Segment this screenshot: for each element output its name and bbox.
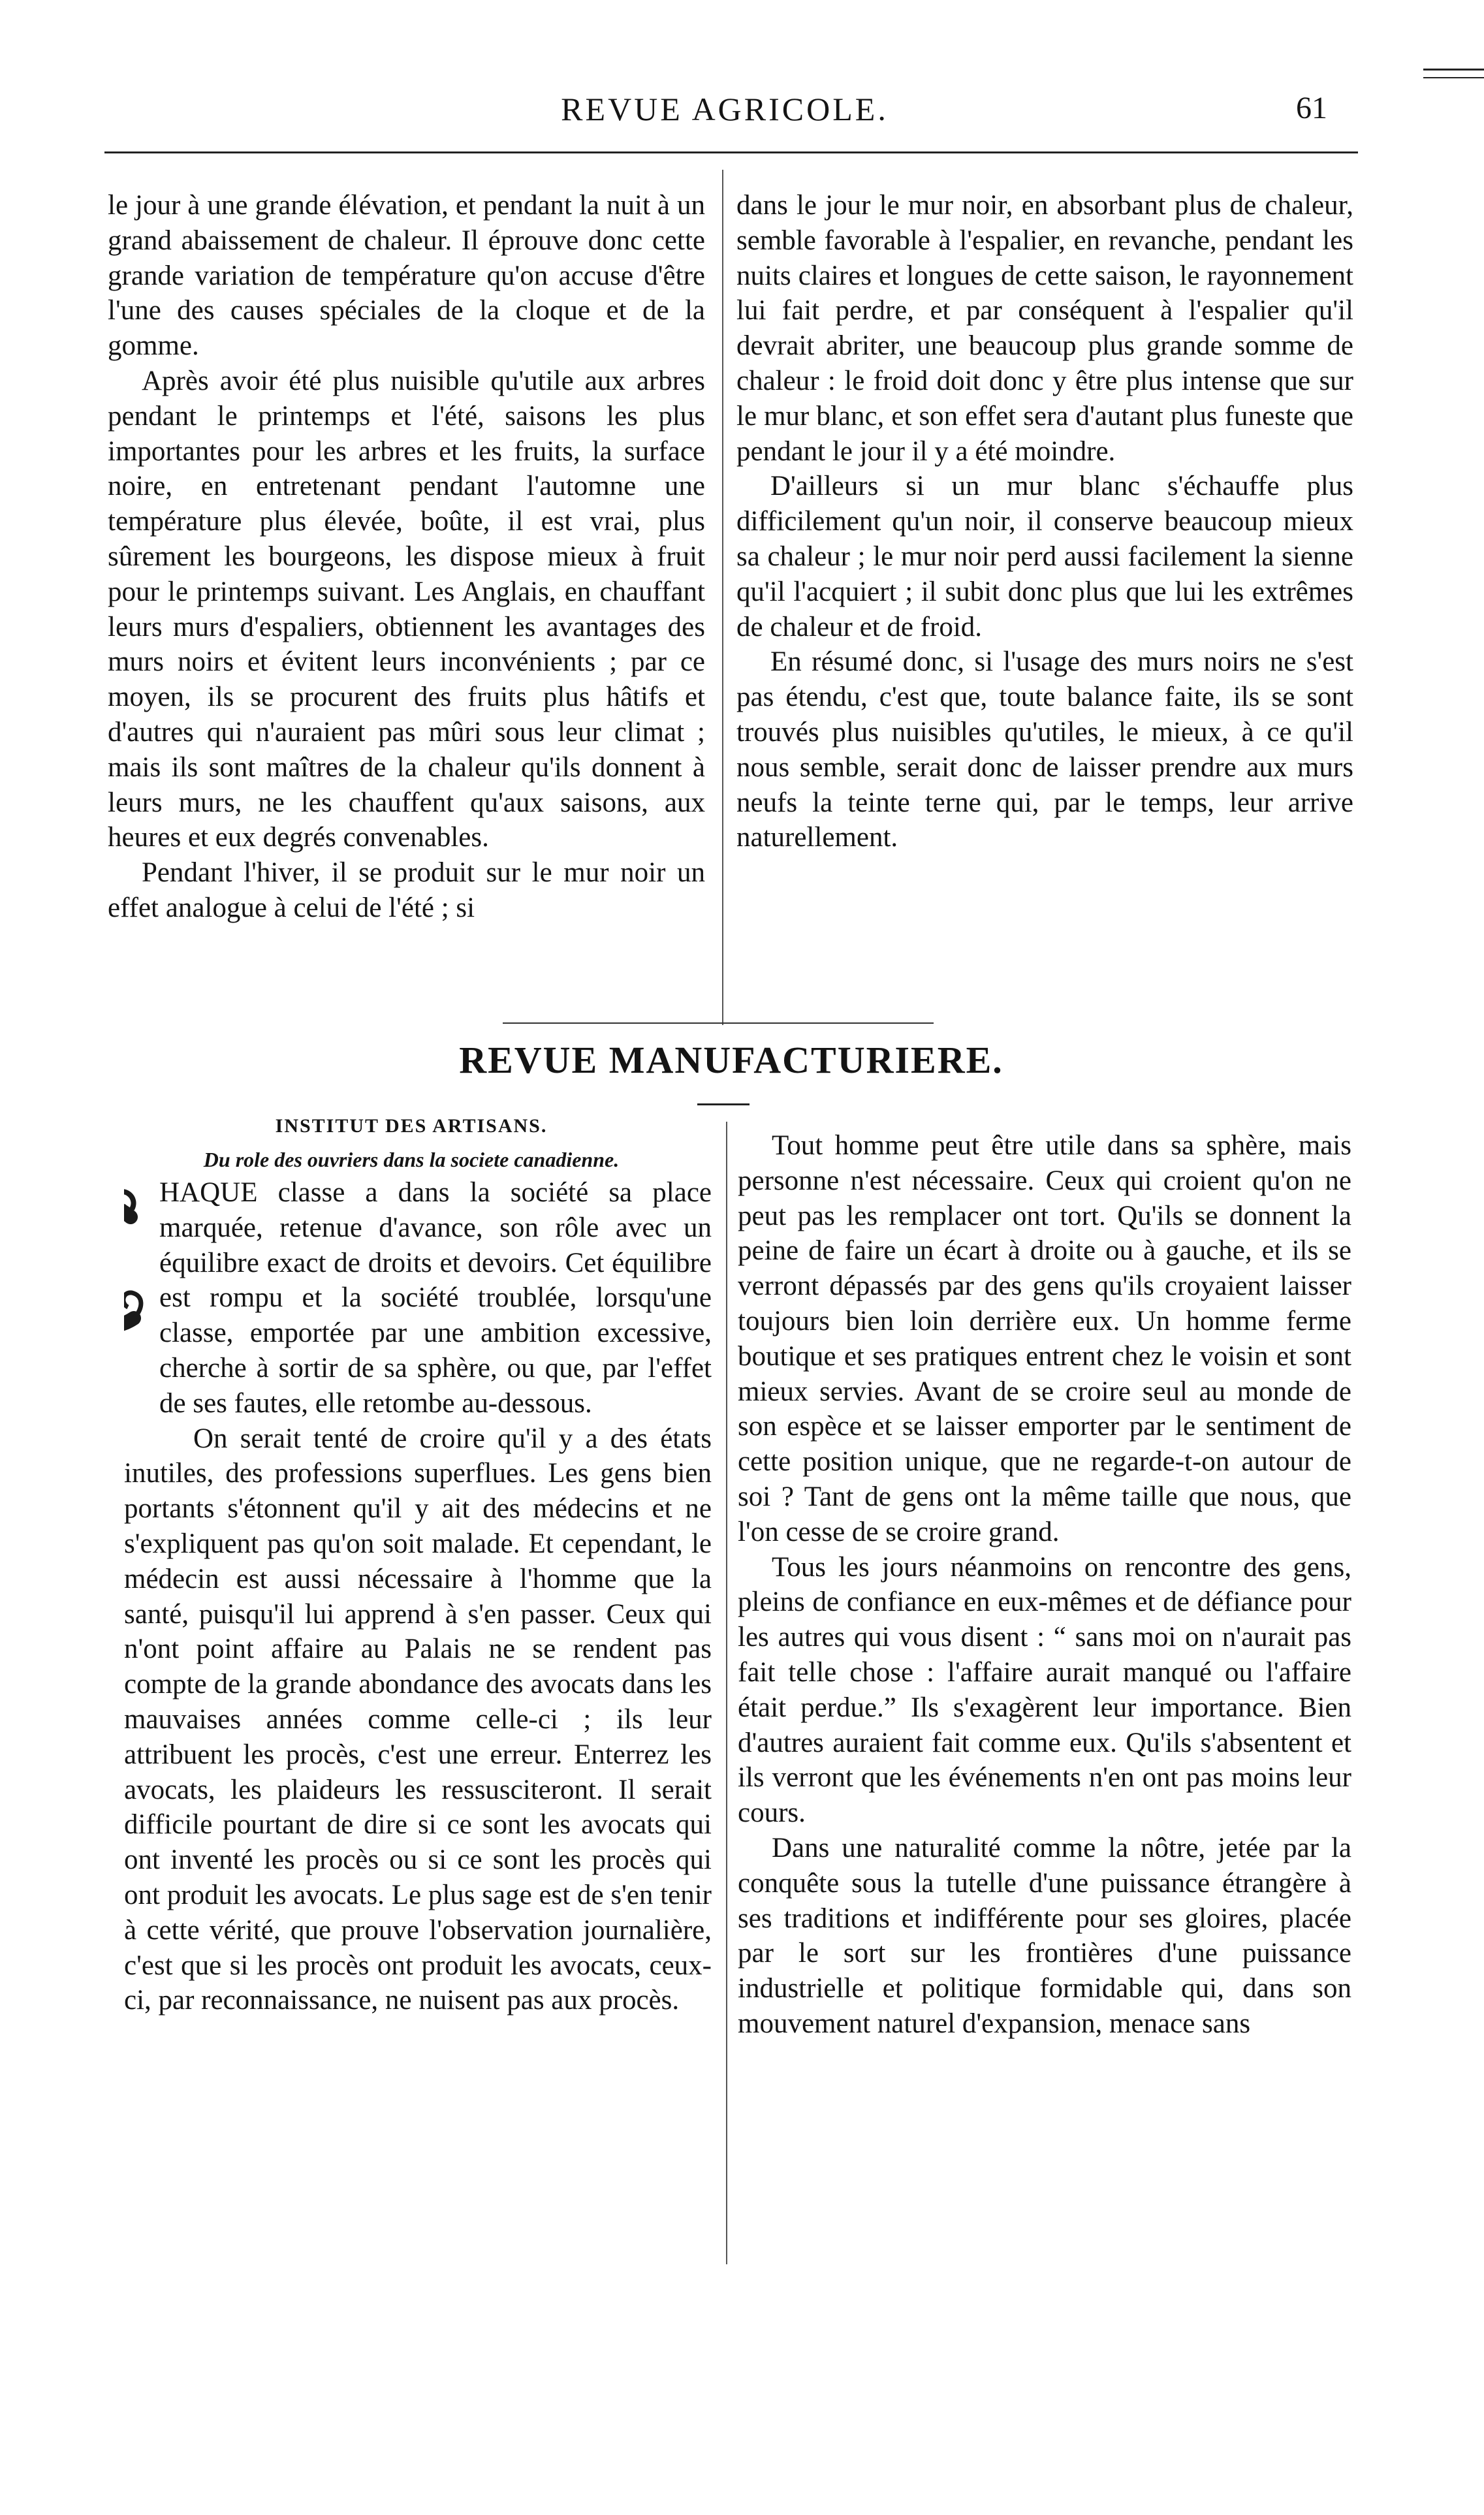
ornamental-drop-cap-c <box>124 1178 150 1436</box>
upper-left-column <box>108 188 705 1017</box>
lower-right-column <box>738 1128 1351 2264</box>
section-rule <box>503 1022 934 1024</box>
paragraph: En résumé donc, si l'usage des murs noirs ne s'est pas étendu, c'est que, toute balance faite, ils se sont trouvés plus nuisibles qu'utiles, le mieux, à ce qu'il nous semble, serait donc de laisser prendre aux murs neufs la teinte terne qui, par le temps, leur arrive naturellement. <box>736 646 1353 853</box>
paragraph: dans le jour le mur noir, en absorbant plus de chaleur, semble favorable à l'espalier, en revanche, pendant les nuits claires et longues de cette saison, le rayonnement lui fait perdre, et par conséquent à l'espalier qu'il devrait abriter, une beaucoup plus grande somme de chaleur : le froid doit donc y être plus intense que sur le mur blanc, et son effet sera d'autant plus funeste que pendant le jour il y a été moindre. <box>736 190 1353 467</box>
paragraph: On serait tenté de croire qu'il y a des états inutiles, des professions superflues. Les gens bien portants s'étonnent qu'il y ait des médecins et ne s'expliquent pas qu'on soit malade. Et cependant, le médecin est aussi nécessaire à l'homme que la santé, puisqu'il lui apprend à s'en passer. Ceux qui n'ont point affaire au Palais ne se rendent pas compte de la grande abondance des avocats dans les mauvaises années comme celle-ci ; ils leur attribuent les procès, c'est une erreur. Enterrez les avocats, les plaideurs les ressusciteront. Il serait difficile pourtant de dire si ce sont les avocats qui ont inventé les procès ou si ce sont les procès qui ont produit les avocats. Le plus sage est de s'en tenir à cette vérité, que prouve l'observation journalière, c'est que si les procès ont produit les avocats, ceux-ci, par reconnaissance, ne nuisent pas aux procès. <box>124 1423 712 2016</box>
page-number: 61 <box>1296 91 1327 125</box>
running-header-title: REVUE AGRICOLE. <box>561 91 889 127</box>
article-subheading: Du role des ouvriers dans la societe canadienne. <box>203 1148 620 1171</box>
first-paragraph-text: HAQUE classe a dans la société sa place marquée, retenue d'avance, son rôle avec un équilibre exact de droits et devoirs. Cet équilibre est rompu et la société troublée, lorsqu'une classe, emportée par une ambition excessive, cherche à sortir de sa sphère, ou que, par l'effet de ses fautes, elle retombe au-dessous. <box>159 1177 712 1419</box>
column-divider <box>722 170 723 1025</box>
header-rule <box>104 151 1358 153</box>
paragraph: Après avoir été plus nuisible qu'utile aux arbres pendant le printemps et l'été, saisons les plus importantes pour les arbres et les fruits, la surface noire, en entretenant pendant l'automne une température plus élevée, boûte, il est vrai, plus sûrement les bourgeons, les dispose mieux à fruit pour le printemps suivant. Les Anglais, en chauffant leurs murs d'espaliers, obtiennent les avantages des murs noirs et évitent leurs inconvénients ; par ce moyen, ils se procurent des fruits plus hâtifs et d'autres qui n'auraient pas mûri sous leur climat ; mais ils sont maîtres de la chaleur qu'ils donnent à leurs murs, ne les chauffent qu'aux saisons, aux heures et eux degrés convenables. <box>108 365 705 853</box>
paragraph: Tout homme peut être utile dans sa sphère, mais personne n'est nécessaire. Ceux qui croient qu'on ne peut pas les remplacer ont tort. Qu'ils se donnent la peine de faire un écart à droite ou à gauche, et ils se verront dépassés par des gens qu'ils croyaient laisser toujours bien loin derrière eux. Un homme ferme boutique et ses pratiques entrent chez le voisin et sont mieux servies. Avant de se croire seul au monde de son espèce et se laisser emporter par le sentiment de cette position unique, que ne regarde-t-on autour de soi ? Tant de gens ont la même taille que nous, que l'on cesse de se croire grand. <box>738 1130 1351 1547</box>
article-heading: INSTITUT DES ARTISANS. <box>275 1115 548 1137</box>
section-title: REVUE MANUFACTURIERE. <box>459 1039 1003 1081</box>
first-paragraph <box>124 1175 712 1421</box>
lower-left-column <box>124 1175 712 2253</box>
section-title-underline <box>697 1103 750 1105</box>
column-divider <box>726 1122 727 2264</box>
header-ornament-rule <box>1423 77 1484 78</box>
paragraph: Dans une naturalité comme la nôtre, jetée par la conquête sous la tutelle d'une puissance étrangère à ses traditions et indifférente pour ses gloires, placée par le sort sur les frontières d'une puissance industrielle et politique formidable qui, dans son mouvement naturel d'expansion, menace sans <box>738 1832 1351 2039</box>
paragraph: Pendant l'hiver, il se produit sur le mur noir un effet analogue à celui de l'été ; si <box>108 857 705 923</box>
paragraph: D'ailleurs si un mur blanc s'échauffe plus difficilement qu'un noir, il conserve beaucoup mieux sa chaleur ; le mur noir perd aussi facilement la sienne qu'il l'acquiert ; il subit donc plus que lui les extrêmes de chaleur et de froid. <box>736 471 1353 642</box>
paragraph: Tous les jours néanmoins on rencontre des gens, pleins de confiance en eux-mêmes et de défiance pour les autres qui vous disent : “ sans moi on n'aurait pas fait telle chose : l'affaire aurait manqué ou l'affaire était perdue.” Ils s'exagèrent leur importance. Bien d'autres auraient fait comme eux. Qu'ils s'absentent et ils verront que les événements n'en ont pas moins leur cours. <box>738 1551 1351 1829</box>
header-ornament-rule <box>1423 69 1484 71</box>
upper-right-column <box>736 188 1353 1017</box>
paragraph: le jour à une grande élévation, et pendant la nuit à un grand abaissement de chaleur. Il éprouve donc cette grande variation de température qu'on accuse d'être l'une des causes spéciales de la cloque et de la gomme. <box>108 190 705 362</box>
